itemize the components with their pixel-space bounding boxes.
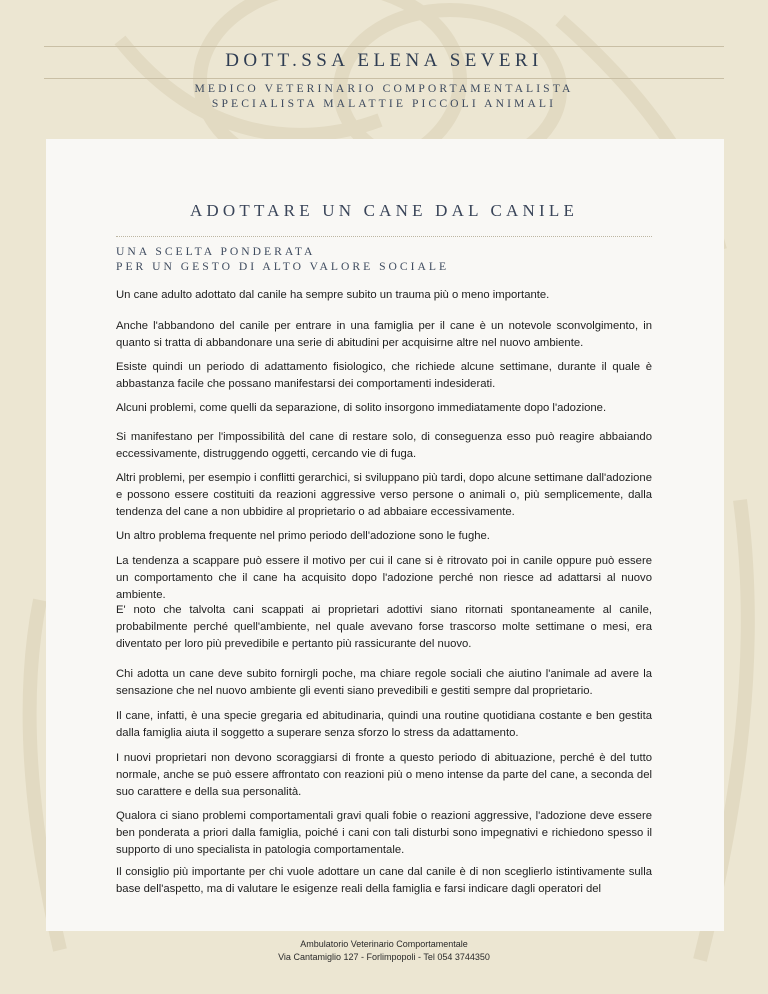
article-subtitle-2: PER UN GESTO DI ALTO VALORE SOCIALE	[116, 260, 450, 273]
doctor-qualification: MEDICO VETERINARIO COMPORTAMENTALISTA	[194, 82, 574, 95]
paragraph: E' noto che talvolta cani scappati ai proprietari adottivi siano ritornati spontaneamente al canile, probabilmente perché quell'ambiente, nel quale avevano forse trascorso molte settimane o mesi, era diventato per loro più prevedibile e pertanto più rassicurante del nuovo.	[116, 604, 652, 650]
paragraph: Anche l'abbandono del canile per entrare in una famiglia per il cane è un notevole sconvolgimento, in quanto si tratta di abbandonare una serie di abitudini per acquisirne altre nel nuovo ambiente.	[116, 320, 652, 349]
paragraph: Il consiglio più importante per chi vuole adottare un cane dal canile è di non sceglierlo istintivamente sulla base dell'aspetto, ma di valutare le esigenze reali della famiglia e farsi indicare dagli operatori del	[116, 866, 652, 895]
paragraph: I nuovi proprietari non devono scoraggiarsi di fronte a questo periodo di abituazione, perché è del tutto normale, anche se può essere affrontato con reazioni più o meno intense da parte del cane, a seconda del suo carattere e della sua personalità.	[116, 752, 652, 798]
paragraph: Alcuni problemi, come quelli da separazione, di solito insorgono immediatamente dopo l'adozione.	[116, 402, 607, 414]
paragraph: Altri problemi, per esempio i conflitti gerarchici, si sviluppano più tardi, dopo alcune settimane dall'adozione e possono essere costituiti da reazioni aggressive verso persone o animali o, più semplicemente, dalla tendenza del cane a non ubbidire al proprietario o ad abbaiare eccessivamente.	[116, 472, 652, 518]
doctor-specialization: SPECIALISTA MALATTIE PICCOLI ANIMALI	[211, 97, 557, 110]
paragraph: Chi adotta un cane deve subito fornirgli poche, ma chiare regole sociali che aiutino l'animale ad avere la sensazione che nel nuovo ambiente gli eventi siano prevedibili e gestiti sempre dal proprietario.	[116, 668, 652, 697]
paragraph: Qualora ci siano problemi comportamentali gravi quali fobie o reazioni aggressive, l'adozione deve essere ben ponderata a priori dalla famiglia, poiché i cani con tali disturbi sono impegnativi e richiedono spesso il supporto di uno specialista in patologia comportamentale.	[116, 810, 652, 856]
header-rule-top	[44, 46, 724, 47]
paragraph: Un altro problema frequente nel primo periodo dell'adozione sono le fughe.	[116, 530, 490, 542]
paragraph: Il cane, infatti, è una specie gregaria ed abitudinaria, quindi una routine quotidiana costante e ben gestita dalla famiglia aiuta il soggetto a superare senza sforzo lo stress da adattamento.	[116, 710, 652, 739]
title-divider	[116, 236, 652, 237]
paragraph: Un cane adulto adottato dal canile ha sempre subito un trauma più o meno importante.	[116, 289, 550, 301]
paragraph: La tendenza a scappare può essere il motivo per cui il cane si è ritrovato poi in canile oppure può essere un comportamento che il cane ha acquisito dopo l'adozione perché non riesce ad adattarsi al nuovo ambiente.	[116, 555, 652, 601]
letterhead	[0, 0, 768, 130]
article-subtitle-1: UNA SCELTA PONDERATA	[116, 245, 316, 258]
paragraph: Esiste quindi un periodo di adattamento fisiologico, che richiede alcune settimane, durante il quale è abbastanza facile che possano manifestarsi dei comportamenti indesiderati.	[116, 361, 652, 390]
paragraph: Si manifestano per l'impossibilità del cane di restare solo, di conseguenza esso può reagire abbaiando eccessivamente, distruggendo oggetti, cercando vie di fuga.	[116, 431, 652, 460]
article-title: ADOTTARE UN CANE DAL CANILE	[189, 201, 579, 220]
doctor-name: DOTT.SSA ELENA SEVERI	[225, 50, 543, 71]
header-rule-bottom	[44, 78, 724, 79]
footer-address: Via Cantamiglio 127 - Forlimpopoli - Tel 054 3744350	[278, 952, 490, 962]
footer-clinic: Ambulatorio Veterinario Comportamentale	[300, 939, 468, 949]
